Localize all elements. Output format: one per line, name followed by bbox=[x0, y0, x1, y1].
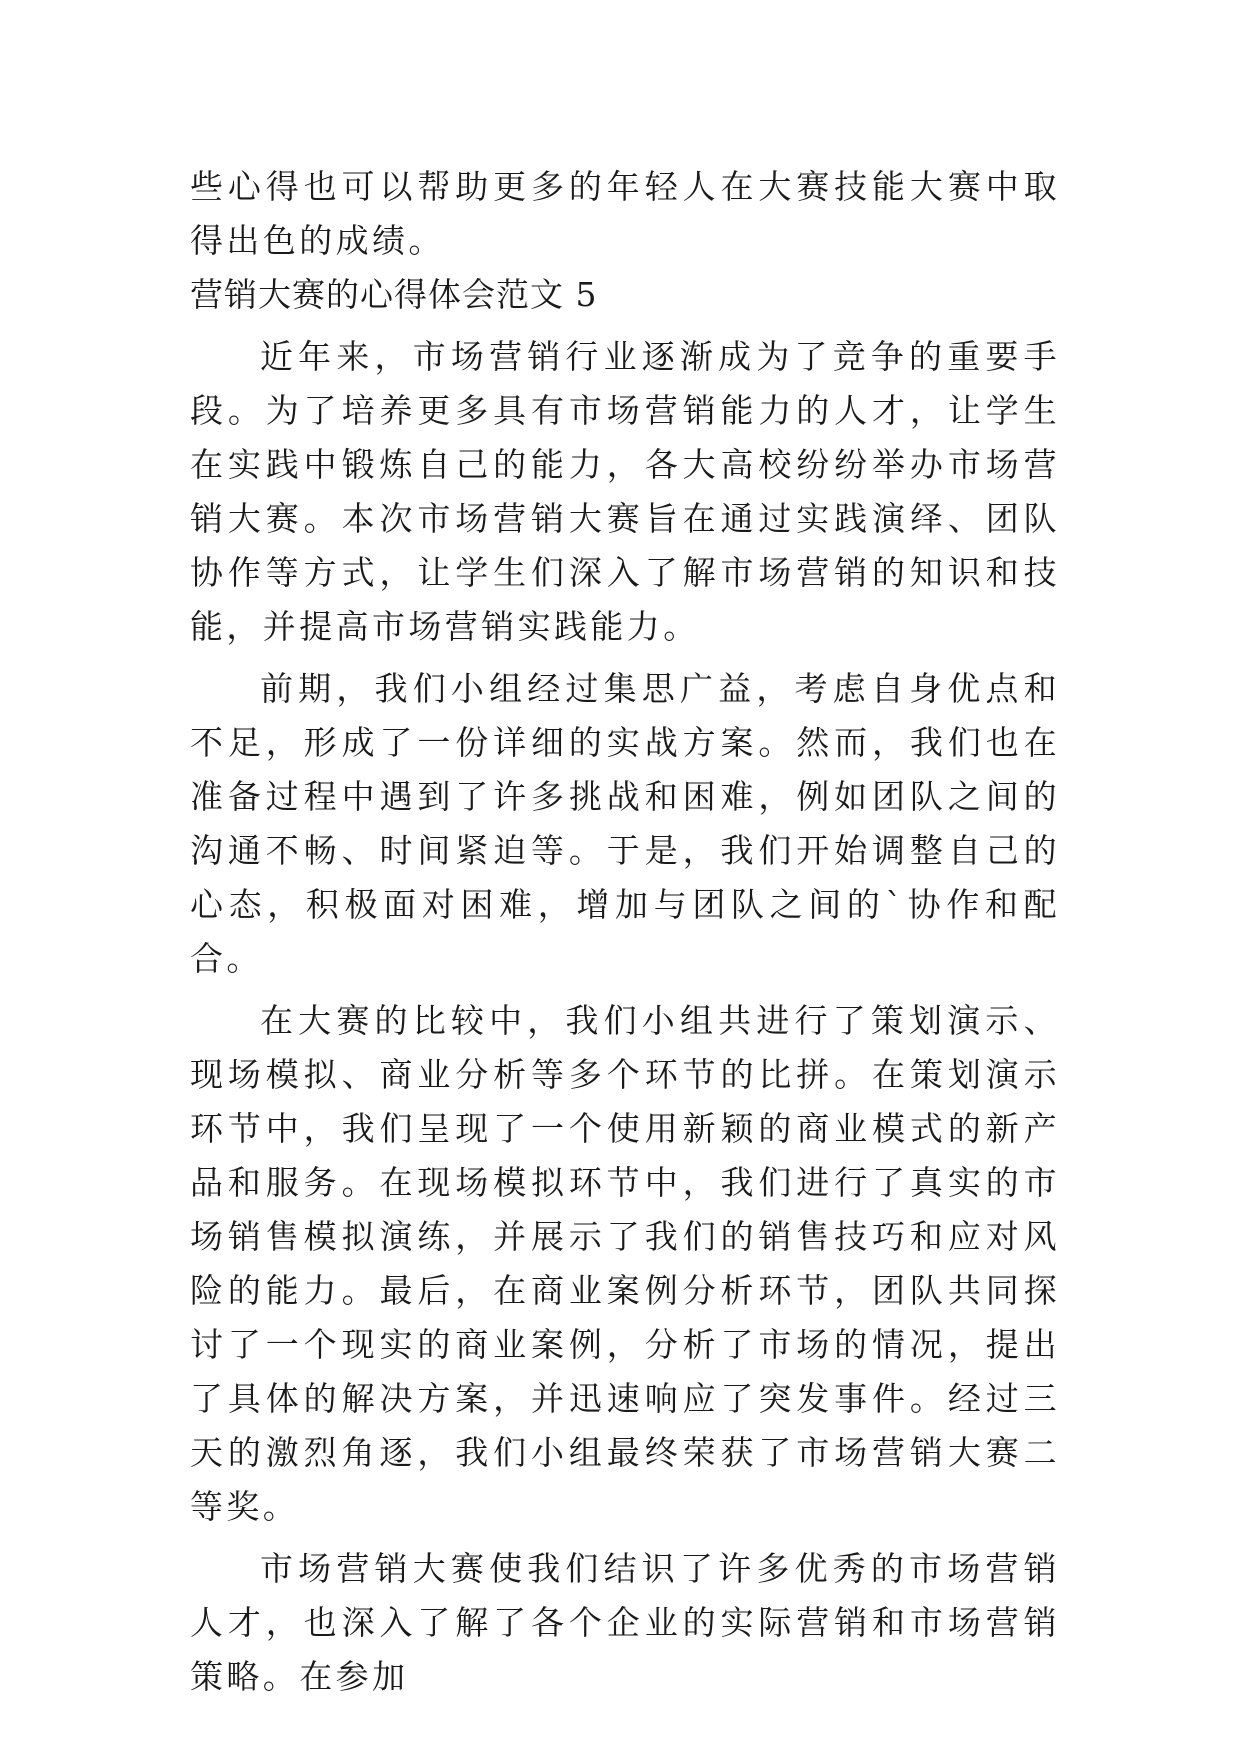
body-paragraph-3: 在大赛的比较中，我们小组共进行了策划演示、现场模拟、商业分析等多个环节的比拼。在策划演示环节中，我们呈现了一个使用新颖的商业模式的新产品和服务。在现场模拟环节中，我们进行了真实的市场销售模拟演练，并展示了我们的销售技巧和应对风险的能力。最后，在商业案例分析环节，团队共同探讨了一个现实的商业案例，分析了市场的情况，提出了具体的解决方案，并迅速响应了突发事件。经过三天的激烈角逐，我们小组最终荣获了市场营销大赛二等奖。 bbox=[190, 1001, 1060, 1526]
body-paragraph-2: 前期，我们小组经过集思广益，考虑自身优点和不足，形成了一份详细的实战方案。然而，我们也在准备过程中遇到了许多挑战和困难，例如团队之间的沟通不畅、时间紧迫等。于是，我们开始调整自己的心态，积极面对困难，增加与团队之间的`协作和配合。 bbox=[190, 669, 1060, 978]
body-paragraph-4: 市场营销大赛使我们结识了许多优秀的市场营销人才，也深入了解了各个企业的实际营销和市场营销策略。在参加 bbox=[190, 1549, 1060, 1696]
section-title: 营销大赛的心得体会范文 5 bbox=[190, 275, 598, 314]
body-paragraph-1: 近年来，市场营销行业逐渐成为了竞争的重要手段。为了培养更多具有市场营销能力的人才，让学生在实践中锻炼自己的能力，各大高校纷纷举办市场营销大赛。本次市场营销大赛旨在通过实践演绎、团队协作等方式，让学生们深入了解市场营销的知识和技能，并提高市场营销实践能力。 bbox=[190, 337, 1060, 646]
document-body bbox=[190, 160, 1060, 1704]
intro-continuation-paragraph: 些心得也可以帮助更多的年轻人在大赛技能大赛中取得出色的成绩。 bbox=[190, 167, 1060, 260]
